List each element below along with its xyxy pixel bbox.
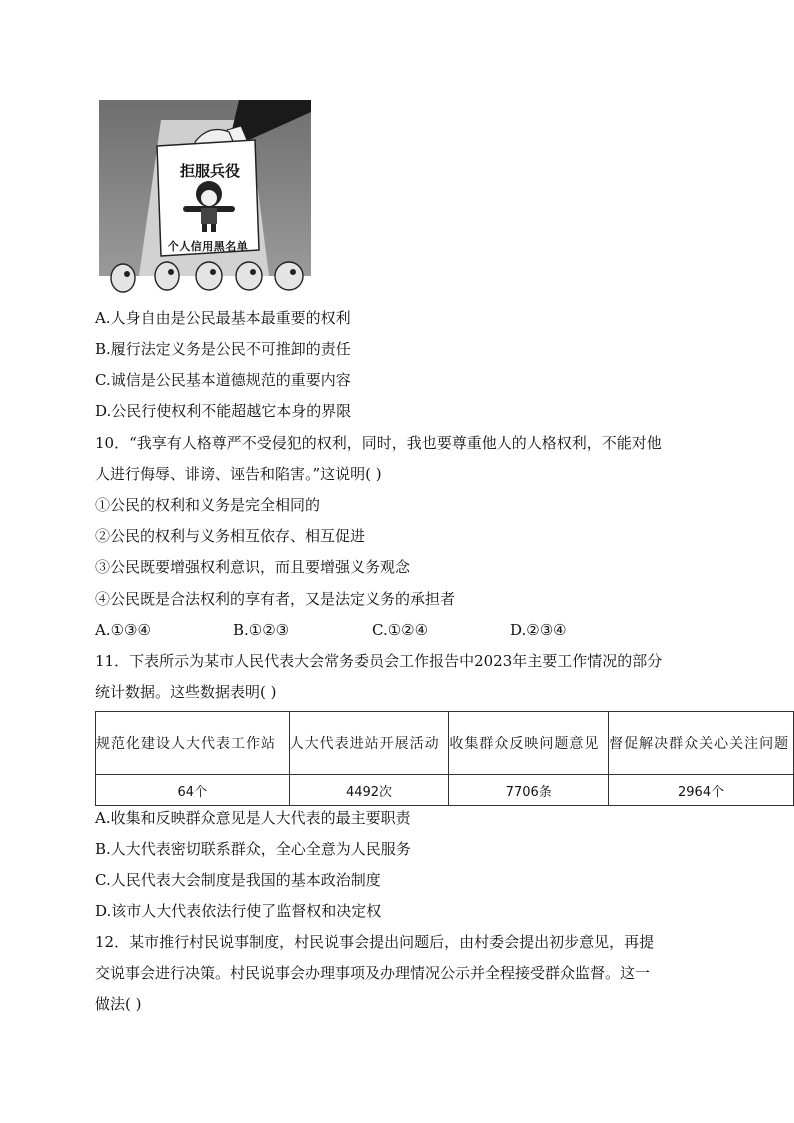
q12-stem-line1: 12．某市推行村民说事制度，村民说事会提出问题后，由村委会提出初步意见，再提 [95, 933, 655, 951]
table-header-cell: 规范化建设人大代表工作站 [96, 712, 290, 775]
q10-choice-a: A.①③④ [95, 621, 151, 639]
table-header-cell: 人大代表进站开展活动 [289, 712, 449, 775]
q10-statement-3: ③公民既要增强权利意识，而且要增强义务观念 [95, 558, 411, 576]
table-value-cell: 2964个 [609, 775, 794, 806]
table-value-cell: 4492次 [289, 775, 449, 806]
table-value-cell: 64个 [96, 775, 290, 806]
q12-stem-line3: 做法( ) [95, 995, 142, 1013]
table-header-cell: 收集群众反映问题意见 [449, 712, 609, 775]
q11-stem-line1: 11．下表所示为某市人民代表大会常务委员会工作报告中2023年主要工作情况的部分 [95, 652, 663, 670]
poster-title: 拒服兵役 [179, 162, 240, 180]
q10-statement-4: ④公民既是合法权利的享有者，又是法定义务的承担者 [95, 590, 456, 608]
cartoon-illustration [99, 100, 311, 296]
q9-option-b: B.履行法定义务是公民不可推卸的责任 [95, 340, 351, 358]
person-body [201, 208, 217, 224]
q11-option-d: D.该市人大代表依法行使了监督权和决定权 [95, 902, 382, 920]
q9-option-c: C.诚信是公民基本道德规范的重要内容 [95, 371, 351, 389]
q11-option-c: C.人民代表大会制度是我国的基本政治制度 [95, 871, 381, 889]
q11-option-b: B.人大代表密切联系群众，全心全意为人民服务 [95, 840, 411, 858]
q9-option-a: A.人身自由是公民最基本最重要的权利 [95, 309, 351, 327]
q10-choice-d: D.②③④ [510, 621, 567, 639]
q11-option-a: A.收集和反映群众意见是人大代表的最主要职责 [95, 809, 411, 827]
q10-statement-2: ②公民的权利与义务相互依存、相互促进 [95, 527, 366, 545]
q10-stem-line1: 10．“我享有人格尊严不受侵犯的权利，同时，我也要尊重他人的人格权利，不能对他 [95, 434, 662, 452]
q11-data-table [95, 711, 794, 806]
table-header-cell: 督促解决群众关心关注问题 [609, 712, 794, 775]
q9-option-d: D.公民行使权利不能超越它本身的界限 [95, 402, 352, 420]
q12-stem-line2: 交说事会进行决策。村民说事会办理事项及办理情况公示并全程接受群众监督。这一 [95, 964, 651, 982]
q11-stem-line2: 统计数据。这些数据表明( ) [95, 683, 277, 701]
table-header-row [96, 712, 794, 775]
q10-statement-1: ①公民的权利和义务是完全相同的 [95, 496, 321, 514]
q10-stem-line2: 人进行侮辱、诽谤、诬告和陷害。”这说明( ) [95, 465, 382, 483]
table-value-row [96, 775, 794, 806]
table-value-cell: 7706条 [449, 775, 609, 806]
poster-caption: 个人信用黑名单 [167, 240, 249, 253]
cartoon-drawing [99, 100, 311, 296]
q10-choice-c: C.①②④ [372, 621, 429, 639]
q10-choice-b: B.①②③ [233, 621, 290, 639]
